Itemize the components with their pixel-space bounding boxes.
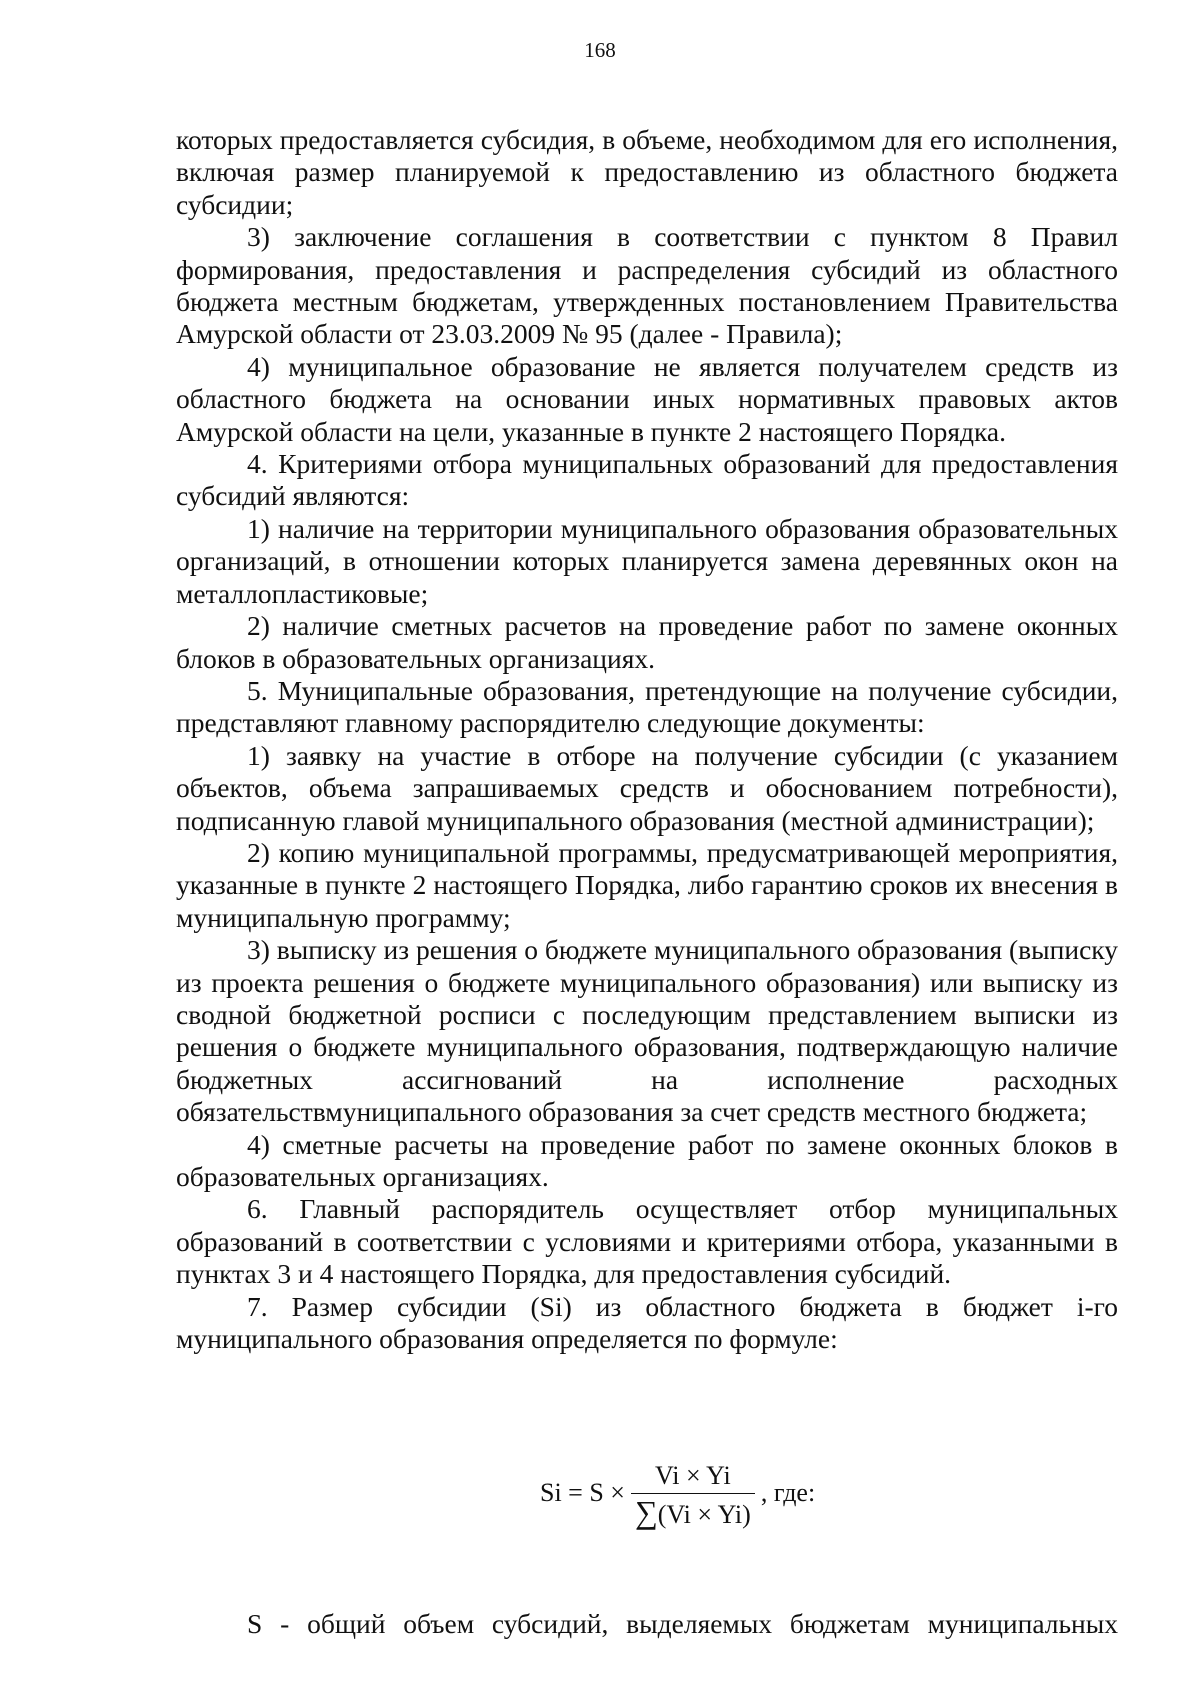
paragraph-last-line: S - общий объем субсидий, выделяемых бюджетам муниципальных (247, 1607, 1118, 1639)
paragraph: 5. Муниципальные образования, претендующие на получение субсидии, представляют главному распорядителю следующие документы: (176, 674, 1118, 739)
formula-denominator-text: (Vi × Yi) (657, 1499, 751, 1529)
sigma-symbol: ∑ (634, 1493, 658, 1530)
formula-denominator (631, 1494, 755, 1530)
formula-lhs: Si = S × (540, 1478, 625, 1507)
paragraph: 2) копию муниципальной программы, предусматривающей мероприятия, указанные в пункте 2 настоящего Порядка, либо гарантию сроков их внесения в муниципальную программу; (176, 836, 1118, 933)
paragraph: 4) муниципальное образование не является получателем средств из областного бюджета на основании иных нормативных правовых актов Амурской области на цели, указанные в пункте 2 настоящего Порядка. (176, 350, 1118, 447)
paragraph: 1) заявку на участие в отборе на получение субсидии (с указанием объектов, объема запрашиваемых средств и обоснованием потребности), подписанную главой муниципального образования (местной администрации); (176, 739, 1118, 836)
paragraph: 3) заключение соглашения в соответствии с пунктом 8 Правил формирования, предоставления и распределения субсидий из областного бюджета местным бюджетам, утвержденных постановлением Правительства Амурской области от 23.03.2009 № 95 (далее - Правила); (176, 221, 1118, 350)
body-text (176, 124, 1118, 1355)
page-number: 168 (584, 38, 616, 62)
paragraph: 6. Главный распорядитель осуществляет отбор муниципальных образований в соответствии с условиями и критериями отбора, указанными в пунктах 3 и 4 настоящего Порядка, для предоставления субсидий. (176, 1193, 1118, 1290)
formula-numerator: Vi × Yi (655, 1460, 731, 1490)
paragraph: 7. Размер субсидии (Si) из областного бюджета в бюджет i-го муниципального образования определяется по формуле: (176, 1290, 1118, 1355)
paragraph: 1) наличие на территории муниципального образования образовательных организаций, в отношении которых планируется замена деревянных окон на металлопластиковые; (176, 512, 1118, 609)
paragraph: 4) сметные расчеты на проведение работ по замене оконных блоков в образовательных организациях. (176, 1128, 1118, 1192)
paragraph: которых предоставляется субсидия, в объеме, необходимом для его исполнения, включая размер планируемой к предоставлению из областного бюджета субсидии; (176, 124, 1118, 220)
formula-suffix: , где: (760, 1478, 816, 1507)
paragraph: 4. Критериями отбора муниципальных образований для предоставления субсидий являются: (176, 448, 1118, 512)
paragraph: 3) выписку из решения о бюджете муниципального образования (выписку из проекта решения о бюджете муниципального образования) или выписку из сводной бюджетной росписи с последующим представлением выписки из решения о бюджете муниципального образования, подтверждающую наличие бюджетных ассигнований на исполнение расходных обязательствмуниципального образования за счет средств местного бюджета; (176, 934, 1118, 1128)
subsidy-formula (540, 1458, 815, 1528)
formula-fraction (631, 1461, 755, 1530)
paragraph: 2) наличие сметных расчетов на проведение работ по замене оконных блоков в образовательных организациях. (176, 610, 1118, 674)
